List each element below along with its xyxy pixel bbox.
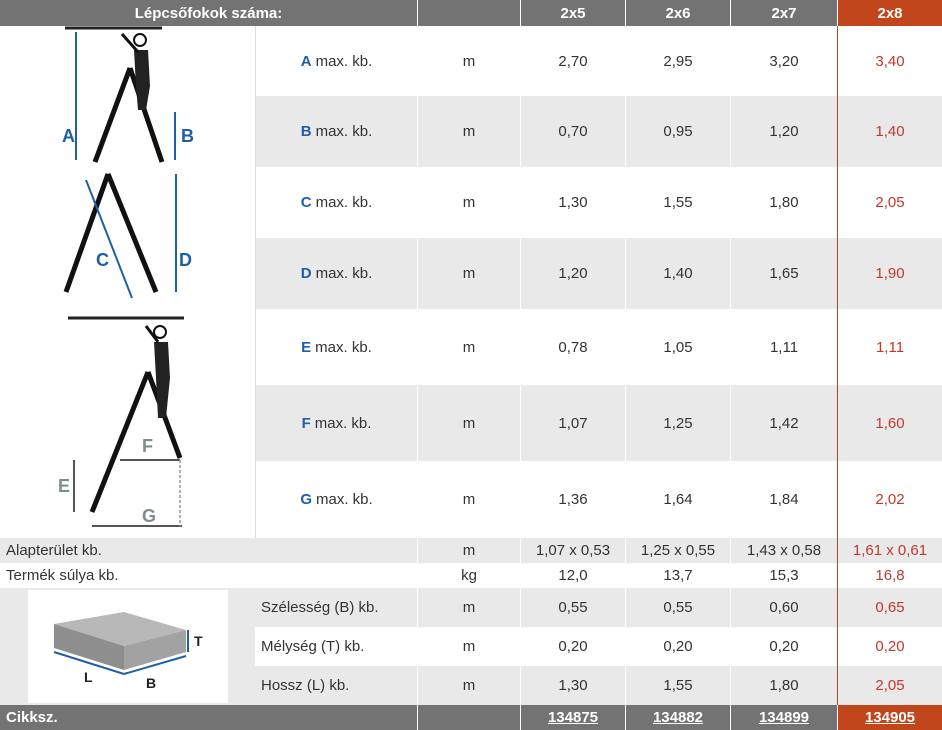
dimension-label-g — [256, 461, 417, 538]
dimension-label-text: max. kb. — [314, 414, 372, 432]
dimension-value-text: 3,40 — [875, 52, 905, 70]
label-e: E — [58, 476, 71, 496]
footer-label-cell — [0, 705, 417, 730]
package-value — [838, 666, 942, 705]
dimension-label-text: max. kb. — [315, 338, 372, 356]
article-number[interactable] — [521, 705, 625, 730]
dimension-letter: B — [300, 123, 312, 140]
article-number[interactable] — [731, 705, 837, 730]
dimension-value-text: 2,02 — [875, 491, 905, 508]
package-value-text: 0,65 — [875, 599, 905, 616]
dimension-value-text: 1,65 — [769, 265, 799, 282]
package-value — [731, 666, 837, 705]
header-title: Lépcsőfokok száma: — [134, 4, 283, 22]
package-label — [255, 666, 417, 705]
dimension-value — [626, 385, 730, 461]
header-col-2x7 — [731, 0, 837, 26]
header-col-2x8 — [838, 0, 942, 26]
area-row-label — [0, 538, 417, 563]
package-value — [626, 627, 730, 666]
package-unit — [418, 627, 520, 666]
dimension-value-text: 0,70 — [558, 123, 588, 140]
unit-text: m — [462, 677, 476, 694]
dimension-value — [626, 26, 730, 96]
dimension-value-text: 1,30 — [558, 194, 588, 211]
header-col-2x5 — [521, 0, 625, 26]
dimension-value — [731, 309, 837, 385]
article-number-link[interactable]: 134875 — [547, 709, 599, 726]
dimension-value — [838, 309, 942, 385]
dimension-value — [521, 96, 625, 167]
label-b-box: B — [146, 675, 157, 691]
label-l: L — [84, 669, 93, 685]
dimension-unit — [418, 167, 520, 238]
label-c: C — [96, 250, 109, 270]
package-value-text: 1,80 — [769, 677, 799, 694]
package-value-text: 2,05 — [875, 677, 905, 694]
package-label-text: Mélység (T) kb. — [261, 638, 365, 655]
package-value — [521, 627, 625, 666]
package-value-text: 0,60 — [769, 599, 799, 616]
dimension-value-text: 2,70 — [558, 52, 588, 70]
dimension-value — [521, 309, 625, 385]
dimension-value — [838, 96, 942, 167]
weight-unit: kg — [461, 567, 477, 584]
package-diagram-frame — [28, 590, 228, 703]
package-value-text: 0,55 — [663, 599, 693, 616]
dimension-value — [838, 461, 942, 538]
dimension-value-text: 1,40 — [663, 265, 693, 282]
dimension-value-text: 1,64 — [663, 491, 693, 508]
unit-text: m — [462, 491, 476, 508]
package-diagram-panel — [0, 588, 255, 705]
weight-value — [838, 563, 942, 588]
package-value-text: 0,20 — [663, 638, 693, 655]
area-value — [731, 538, 837, 563]
dimension-value — [626, 238, 730, 309]
dimension-label-c — [256, 167, 417, 238]
dimension-value — [838, 167, 942, 238]
unit-text: m — [462, 265, 476, 282]
package-label-text: Szélesség (B) kb. — [261, 599, 379, 616]
package-value — [521, 588, 625, 627]
dimension-label-text: max. kb. — [315, 52, 373, 70]
dimension-value-text: 0,78 — [558, 338, 588, 356]
dimension-label-d — [256, 238, 417, 309]
dimension-value-text: 1,40 — [875, 123, 905, 140]
unit-text: m — [462, 638, 476, 655]
package-value — [838, 588, 942, 627]
dimension-letter: E — [301, 338, 312, 356]
weight-value-text: 16,8 — [875, 567, 905, 584]
dimension-value — [731, 96, 837, 167]
dimension-value-text: 1,20 — [769, 123, 799, 140]
dimension-unit — [418, 309, 520, 385]
area-row-unit — [418, 538, 520, 563]
dimension-value-text: 1,90 — [875, 265, 905, 282]
dimension-value — [731, 385, 837, 461]
weight-row-unit — [418, 563, 520, 588]
area-value-text: 1,43 x 0,58 — [746, 542, 822, 559]
dimension-value-text: 1,11 — [875, 338, 905, 356]
dimension-value-text: 2,95 — [663, 52, 693, 70]
dimension-value-text: 3,20 — [769, 52, 799, 70]
dimension-value-text: 1,11 — [769, 338, 799, 356]
article-number[interactable] — [838, 705, 942, 730]
dimension-label-text: max. kb. — [315, 123, 373, 140]
header-unit-cell — [418, 0, 520, 26]
unit-text: m — [462, 414, 476, 432]
package-label — [255, 588, 417, 627]
dimension-value-text: 1,07 — [558, 414, 588, 432]
dimension-letter: A — [300, 52, 312, 70]
article-number-link[interactable]: 134905 — [864, 709, 916, 726]
unit-text: m — [462, 599, 476, 616]
dimension-value-text: 1,42 — [769, 414, 799, 432]
unit-text: m — [462, 194, 476, 211]
dimension-value-text: 0,95 — [663, 123, 693, 140]
weight-value — [626, 563, 730, 588]
dimension-value-text: 1,05 — [663, 338, 693, 356]
dimension-value — [731, 238, 837, 309]
dimension-value — [521, 238, 625, 309]
dimension-value — [626, 96, 730, 167]
label-a: A — [62, 126, 75, 146]
header-col-label: 2x8 — [877, 4, 903, 22]
article-number-link[interactable]: 134899 — [758, 709, 810, 726]
dimension-value-text: 1,84 — [769, 491, 799, 508]
dimension-label-f — [256, 385, 417, 461]
area-value-text: 1,61 x 0,61 — [852, 542, 928, 559]
header-col-label: 2x7 — [771, 4, 797, 22]
dimension-value-text: 1,20 — [558, 265, 588, 282]
dimension-unit — [418, 385, 520, 461]
dimension-letter: F — [301, 414, 311, 432]
article-number-link[interactable]: 134882 — [652, 709, 704, 726]
weight-value — [731, 563, 837, 588]
unit-text: m — [462, 123, 476, 140]
label-t: T — [194, 633, 203, 649]
package-value-text: 0,20 — [558, 638, 588, 655]
label-b: B — [181, 126, 194, 146]
header-col-label: 2x5 — [560, 4, 586, 22]
weight-value-text: 15,3 — [769, 567, 799, 584]
package-unit — [418, 588, 520, 627]
weight-value-text: 12,0 — [558, 567, 588, 584]
dimension-value-text: 2,05 — [875, 194, 905, 211]
package-label-text: Hossz (L) kb. — [261, 677, 350, 694]
weight-label: Termék súlya kb. — [6, 567, 119, 584]
dimension-label-e — [256, 309, 417, 385]
area-value — [521, 538, 625, 563]
label-d: D — [179, 250, 192, 270]
package-value-text: 0,20 — [875, 638, 905, 655]
area-label: Alapterület kb. — [6, 542, 102, 559]
label-f: F — [142, 436, 153, 456]
label-g: G — [142, 506, 157, 526]
area-value — [626, 538, 730, 563]
package-unit — [418, 666, 520, 705]
package-value-text: 0,55 — [558, 599, 588, 616]
dimension-value-text: 1,25 — [663, 414, 693, 432]
dimension-unit — [418, 26, 520, 96]
dimension-label-text: max. kb. — [315, 265, 373, 282]
dimension-value-text: 1,60 — [875, 414, 905, 432]
dimension-label-a — [256, 26, 417, 96]
dimension-value — [731, 26, 837, 96]
dimension-unit — [418, 96, 520, 167]
dimension-value — [731, 167, 837, 238]
package-value-text: 1,30 — [558, 677, 588, 694]
dimension-label-text: max. kb. — [315, 194, 373, 211]
dimension-value — [521, 385, 625, 461]
package-value — [626, 666, 730, 705]
package-value — [626, 588, 730, 627]
weight-value — [521, 563, 625, 588]
box-diagram — [28, 590, 228, 703]
dimension-value — [521, 167, 625, 238]
package-value-text: 1,55 — [663, 677, 693, 694]
weight-value-text: 13,7 — [663, 567, 693, 584]
accent-column-divider — [837, 26, 838, 705]
package-value-text: 0,20 — [769, 638, 799, 655]
unit-text: m — [462, 338, 476, 356]
dimension-unit — [418, 461, 520, 538]
header-col-label: 2x6 — [665, 4, 691, 22]
ladder-diagrams — [0, 26, 255, 538]
package-value — [838, 627, 942, 666]
area-value — [838, 538, 942, 563]
footer-unit-cell — [418, 705, 520, 730]
ladder-diagram-panel — [0, 26, 256, 538]
header-col-2x6 — [626, 0, 730, 26]
dimension-letter: D — [300, 265, 312, 282]
footer-label: Cikksz. — [6, 709, 58, 726]
dimension-value — [626, 461, 730, 538]
article-number[interactable] — [626, 705, 730, 730]
area-value-text: 1,07 x 0,53 — [535, 542, 611, 559]
dimension-value — [521, 461, 625, 538]
dimension-value-text: 1,36 — [558, 491, 588, 508]
dimension-value — [626, 167, 730, 238]
header-title-cell — [0, 0, 417, 26]
dimension-value — [838, 385, 942, 461]
unit-text: m — [462, 52, 476, 70]
area-value-text: 1,25 x 0,55 — [640, 542, 716, 559]
dimension-letter: G — [300, 491, 312, 508]
dimension-label-text: max. kb. — [315, 491, 373, 508]
package-value — [521, 666, 625, 705]
dimension-value-text: 1,80 — [769, 194, 799, 211]
dimension-value — [626, 309, 730, 385]
dimension-label-b — [256, 96, 417, 167]
package-value — [731, 627, 837, 666]
package-label — [255, 627, 417, 666]
area-unit: m — [462, 542, 476, 559]
dimension-value-text: 1,55 — [663, 194, 693, 211]
dimension-unit — [418, 238, 520, 309]
dimension-value — [731, 461, 837, 538]
weight-row-label — [0, 563, 417, 588]
dimension-value — [838, 26, 942, 96]
package-value — [731, 588, 837, 627]
dimension-value — [838, 238, 942, 309]
dimension-letter: C — [300, 194, 312, 211]
dimension-value — [521, 26, 625, 96]
